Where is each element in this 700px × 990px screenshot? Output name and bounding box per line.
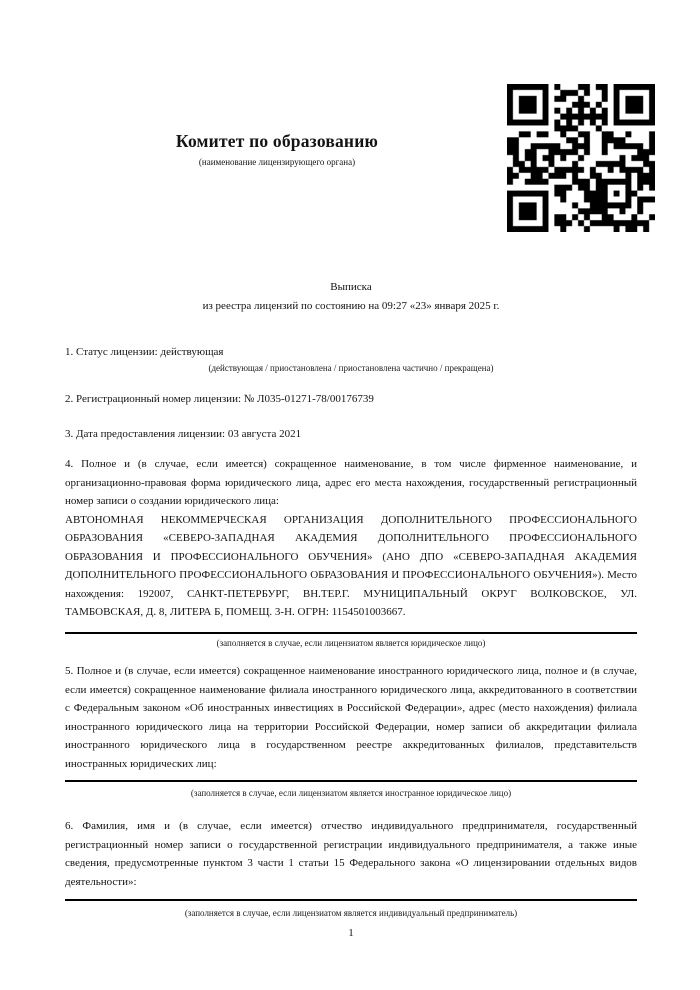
item-6-caption: (заполняется в случае, если лицензиатом является индивидуальный предприниматель) (184, 908, 518, 918)
extract-title: Выписка (330, 281, 372, 293)
item-4-text: 4. Полное и (в случае, если имеется) сокращенное наименование, в том числе фирменное наименование, и организационно-правовая форма юридического лица, адрес его места нахождения, государственный регистрационный номер записи о создании юридического лица: (65, 458, 637, 507)
page-number: 1 (348, 927, 354, 939)
licensing-authority-caption: (наименование лицензирующего органа) (198, 157, 356, 167)
header-block (65, 131, 489, 167)
item-5-caption: (заполняется в случае, если лицензиатом является иностранное юридическое лицо) (190, 788, 512, 798)
licensing-authority-title: Комитет по образованию (175, 131, 379, 151)
document-heading (65, 278, 637, 315)
item-3-grant-date: 3. Дата предоставления лицензии: 03 августа 2021 (65, 428, 302, 440)
item-4-organization-name: АВТОНОМНАЯ НЕКОММЕРЧЕСКАЯ ОРГАНИЗАЦИЯ ДОПОЛНИТЕЛЬНОГО ПРОФЕССИОНАЛЬНОГО ОБРАЗОВАНИЯ «СЕВЕРО-ЗАПАДНАЯ АКАДЕМИЯ ДОПОЛНИТЕЛЬНОГО ПРОФЕССИОНАЛЬНОГО ОБРАЗОВАНИЯ И ПРОФЕССИОНАЛЬНОГО ОБУЧЕНИЯ» (АНО ДПО «СЕВЕРО-ЗАПАДНАЯ АКАДЕМИЯ ДОПОЛНИТЕЛЬНОГО ПРОФЕССИОНАЛЬНОГО ОБРАЗОВАНИЯ И ПРОФЕССИОНАЛЬНОГО ОБУЧЕНИЯ»). Место нахождения: 192007, САНКТ-ПЕТЕРБУРГ, ВН.ТЕР.Г. МУНИЦИПАЛЬНЫЙ ОКРУГ ВОЛКОВСКОЕ, УЛ. ТАМБОВСКАЯ, Д. 8, ЛИТЕРА Б, ПОМЕЩ. 3-Н. ОГРН: 1154501003667. (65, 513, 637, 618)
item-1-caption: (действующая / приостановлена / приостановлена частично / прекращена) (208, 363, 494, 373)
item-4-legal-entity (65, 455, 637, 622)
item-2-registration-number: 2. Регистрационный номер лицензии: № Л035-01271-78/00176739 (65, 393, 374, 405)
item-5-foreign-entity: 5. Полное и (в случае, если имеется) сокращенное наименование иностранного юридического лица, полное и (в случае, если имеется) сокращенное наименование филиала иностранного юридического лица, аккредитованного в соответствии с Федеральным законом «Об иностранных инвестициях в Российской Федерации», адрес (место нахождения) филиала иностранного юридического лица на территории Российской Федерации, номер записи об аккредитации филиала иностранного юридического лица в государственном реестре аккредитованных филиалов, представительств иностранных юридических лиц: (65, 665, 637, 770)
item-4-divider (65, 632, 637, 634)
item-6-divider (65, 899, 637, 901)
item-1-license-status: 1. Статус лицензии: действующая (65, 346, 224, 358)
item-5-divider (65, 780, 637, 782)
qr-code-image (507, 84, 655, 232)
extract-date-line: из реестра лицензий по состоянию на 09:27 «23» января 2025 г. (202, 299, 500, 312)
item-4-caption: (заполняется в случае, если лицензиатом является юридическое лицо) (216, 638, 486, 648)
item-6-individual-entrepreneur: 6. Фамилия, имя и (в случае, если имеется) отчество индивидуального предпринимателя, государственный регистрационный номер записи о государственной регистрации индивидуального предпринимателя, а также иные сведения, предусмотренные пунктом 3 части 1 статьи 15 Федерального закона «О лицензировании отдельных видов деятельности»: (65, 820, 637, 888)
